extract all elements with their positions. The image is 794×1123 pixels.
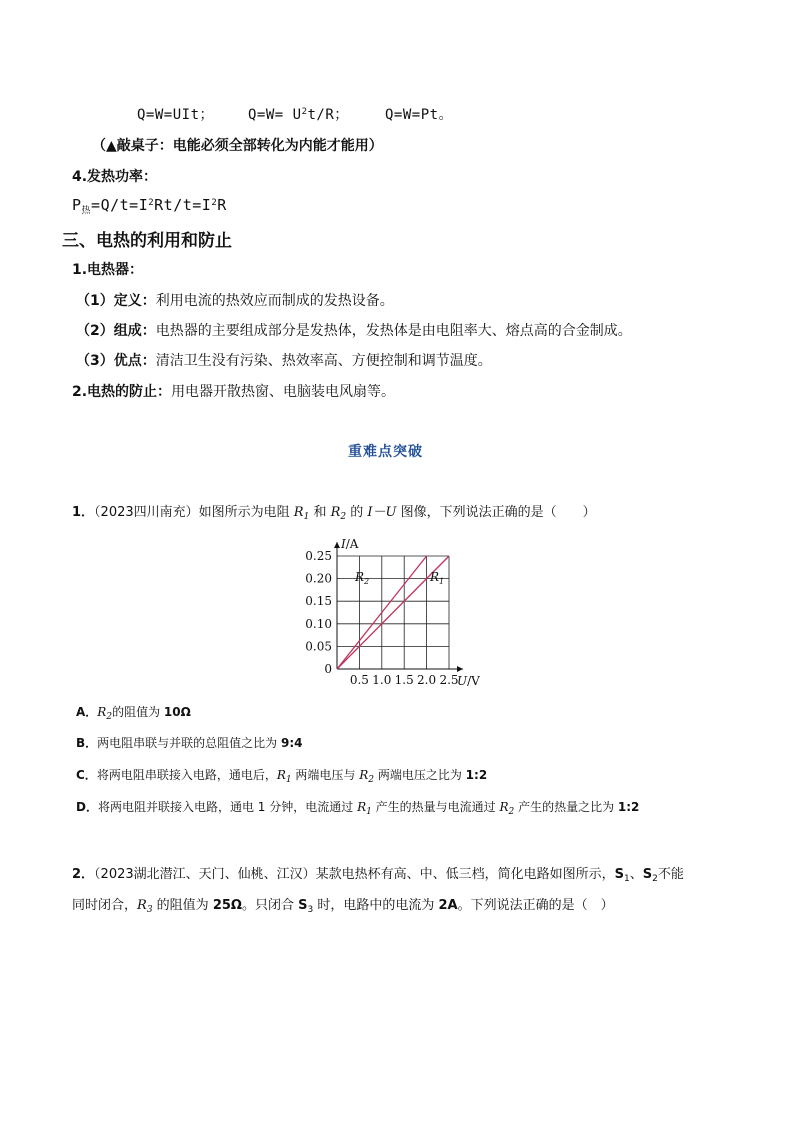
x-axis-label: U/V — [457, 674, 480, 688]
iu-graph — [300, 530, 500, 690]
note-line: （▲敲桌子：电能必须全部转化为内能才能用） — [92, 138, 383, 154]
heater-definition: （1）定义：利用电流的热效应而制成的发热设备。 — [76, 293, 394, 309]
option-d[interactable]: D．将两电阻并联接入电路，通电 1 分钟，电流通过 $R_1$ 产生的热量与电流通过 $R_2$ 产生的热量之比为 1:2 — [76, 800, 640, 817]
x-axis-arrow — [457, 666, 463, 672]
y-tick-label: 0.25 — [305, 549, 332, 563]
series-label-r2: $R_2$ — [355, 570, 370, 586]
heater-composition: （2）组成：电热器的主要组成部分是发热体，发热体是由电阻率大、熔点高的合金制成。 — [76, 323, 632, 339]
x-tick-label: 2.5 — [439, 673, 459, 687]
option-b[interactable]: B．两电阻串联与并联的总阻值之比为 9:4 — [76, 736, 303, 750]
y-tick-label: 0.05 — [305, 639, 332, 654]
formula-qw-uit: Q=W=UIt； — [137, 107, 215, 123]
x-tick-label: 1.0 — [372, 673, 392, 687]
heat-prevention: 2.电热的防止：用电器开散热窗、电脑装电风扇等。 — [72, 384, 396, 400]
x-tick-label: 0.5 — [349, 673, 369, 687]
section-3-title: 三、电热的利用和防止 — [62, 231, 232, 251]
y-tick-label: 0.15 — [305, 594, 332, 609]
y-tick-label: 0.10 — [305, 616, 332, 631]
heater-advantages: （3）优点：清洁卫生没有污染、热效率高、方便控制和调节温度。 — [76, 353, 492, 369]
option-a[interactable]: A．$R_2$的阻值为 10Ω — [76, 705, 191, 722]
x-tick-label: 2.0 — [417, 673, 437, 687]
x-tick-label: 1.5 — [394, 673, 414, 687]
formula-qw-pt: Q=W=Pt。 — [385, 107, 454, 123]
y-axis-label: I/A — [341, 537, 359, 551]
question-1-stem: 1．（2023四川南充）如图所示为电阻 $R_1$ 和 $R_2$ 的 I－U 图像，下列说法正确的是（ ） — [72, 505, 596, 522]
y-tick-label: 0.20 — [305, 571, 332, 586]
power-formula: $P_热=Q/t=I^2Rt/t=I^2R$ — [72, 196, 227, 216]
heater-title: 1.电热器： — [72, 262, 144, 278]
question-2-line-1: 2．（2023湖北潜江、天门、仙桃、江汉）某款电热杯有高、中、低三档，简化电路如图所示，$S_1$、$S_2$不能 — [72, 867, 684, 884]
formula-qw-u2tr: $Q=W= U^2t/R$； — [248, 107, 349, 123]
option-c[interactable]: C．将两电阻串联接入电路，通电后，$R_1$ 两端电压与 $R_2$ 两端电压之比为 1:2 — [76, 768, 488, 785]
question-2-line-2: 同时闭合，$R_3$ 的阻值为 25Ω。只闭合 $S_3$ 时，电路中的电流为 2A。下列说法正确的是（ ） — [72, 898, 614, 915]
origin-label: 0 — [324, 662, 332, 676]
key-points-title: 重难点突破 — [348, 444, 423, 460]
series-label-r1: $R_1$ — [430, 570, 445, 586]
y-axis-arrow — [334, 542, 340, 548]
section-4-title: 4.发热功率： — [72, 169, 158, 185]
